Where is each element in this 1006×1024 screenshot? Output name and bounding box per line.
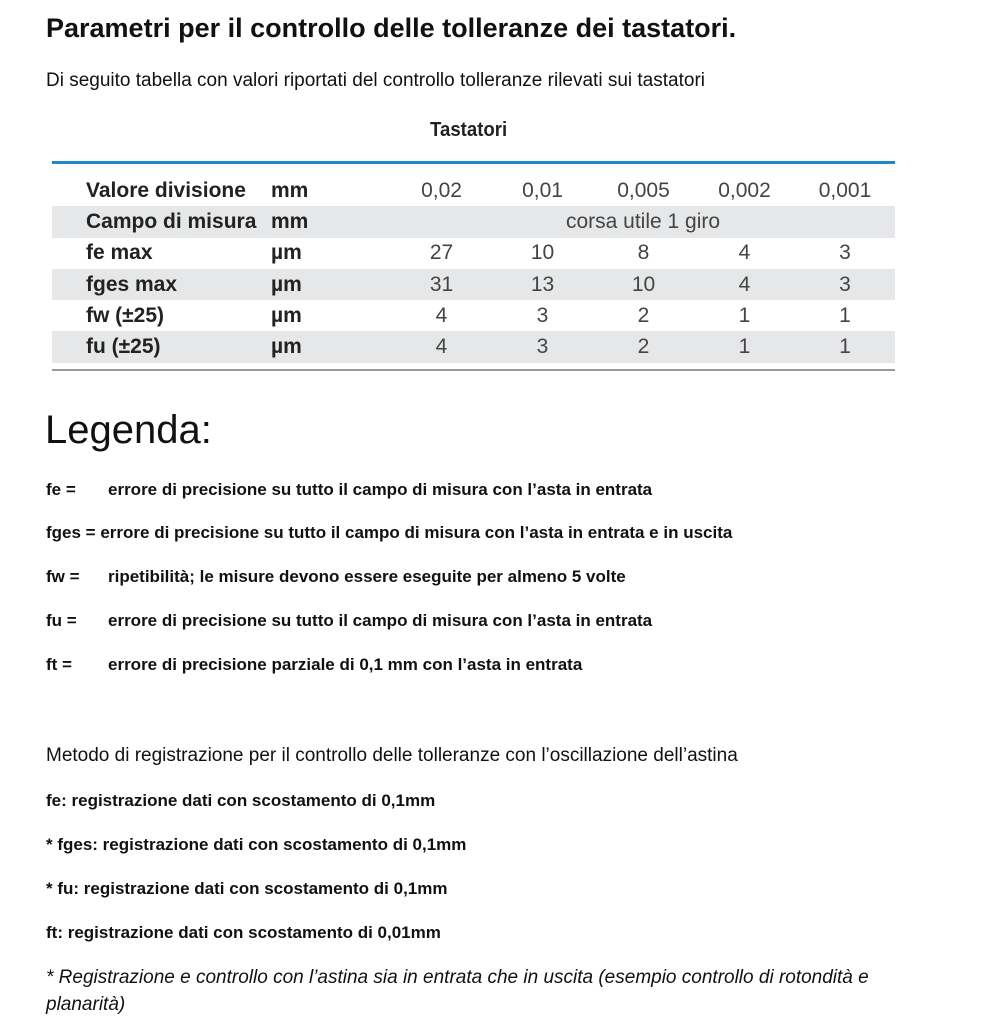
table-cell: 3 [536, 303, 549, 327]
table-cell: 4 [435, 303, 448, 327]
table-cell: 13 [492, 269, 593, 300]
table-cell: 4 [391, 331, 492, 362]
table-bottom-rule [52, 369, 895, 371]
method-line: * fu: registrazione dati con scostamento di 0,1mm [46, 879, 448, 898]
table-cell: 2 [637, 303, 650, 327]
legend-description: errore di precisione su tutto il campo di misura con l’asta in entrata [108, 611, 653, 630]
table-cell: 10 [593, 269, 694, 300]
param-unit: µm [271, 331, 391, 362]
table-cell: 1 [694, 331, 795, 362]
legend-title: Legenda: [45, 408, 212, 452]
page-title: Parametri per il controllo delle tolleranze dei tastatori. [46, 13, 737, 43]
method-line: * fges: registrazione dati con scostamento di 0,1mm [46, 835, 467, 854]
table-row [52, 175, 895, 206]
param-unit: mm [271, 206, 391, 237]
legend-description: errore di precisione parziale di 0,1 mm con l’asta in entrata [108, 655, 583, 674]
param-name: fu (±25) [52, 331, 271, 362]
table-cell: 3 [795, 269, 895, 300]
method-line: fe: registrazione dati con scostamento di 0,1mm [46, 791, 436, 810]
table-row [52, 331, 895, 362]
table-row [52, 206, 895, 237]
table-cell: 4 [738, 241, 751, 265]
legend-term: fw = [46, 567, 80, 586]
legend-term: fu = [46, 611, 77, 630]
param-unit: µm [271, 269, 391, 300]
param-unit: mm [271, 178, 309, 202]
footnote: * Registrazione e controllo con l’astina sia in entrata che in uscita (esempio controllo di rotondità e planarità) [46, 967, 869, 1015]
param-name: fe max [86, 241, 153, 265]
param-name: Campo di misura [52, 206, 271, 237]
table-cell-span: corsa utile 1 giro [391, 206, 895, 237]
legend-term: fe = [46, 480, 76, 499]
table-cell: 1 [839, 303, 851, 327]
table-cell: 31 [391, 269, 492, 300]
param-name: Valore divisione [86, 178, 246, 202]
legend-description: ripetibilità; le misure devono essere eseguite per almeno 5 volte [108, 567, 626, 586]
table-cell: 10 [530, 241, 555, 265]
method-title: Metodo di registrazione per il controllo delle tolleranze con l’oscillazione dell’astina [46, 745, 738, 766]
table-cell: 27 [429, 241, 454, 265]
table-heading: Tastatori [430, 119, 508, 141]
table-cell: 0,01 [522, 178, 563, 202]
intro-text: Di seguito tabella con valori riportati del controllo tolleranze rilevati sui tastatori [46, 70, 705, 91]
table-cell: 0,002 [718, 178, 771, 202]
param-unit: µm [271, 241, 302, 265]
legend-text: fges = errore di precisione su tutto il campo di misura con l’asta in entrata e in uscita [46, 523, 733, 542]
table-cell: 3 [839, 241, 851, 265]
table-cell: 0,02 [421, 178, 462, 202]
tolerance-table [52, 175, 895, 363]
param-unit: µm [271, 303, 302, 327]
legend-term: ft = [46, 655, 72, 674]
table-row [52, 300, 895, 331]
table-row [52, 238, 895, 269]
table-row [52, 269, 895, 300]
table-cell: 8 [637, 241, 650, 265]
table-cell: 1 [738, 303, 751, 327]
table-cell: 3 [492, 331, 593, 362]
table-cell: 4 [694, 269, 795, 300]
table-cell: 1 [795, 331, 895, 362]
legend-description: errore di precisione su tutto il campo di misura con l’asta in entrata [108, 480, 653, 499]
method-line: ft: registrazione dati con scostamento di 0,01mm [46, 923, 441, 942]
param-name: fges max [52, 269, 271, 300]
param-name: fw (±25) [86, 303, 165, 327]
table-cell: 0,005 [617, 178, 670, 202]
table-top-rule [52, 161, 895, 164]
table-cell: 0,001 [818, 178, 872, 202]
table-cell: 2 [593, 331, 694, 362]
